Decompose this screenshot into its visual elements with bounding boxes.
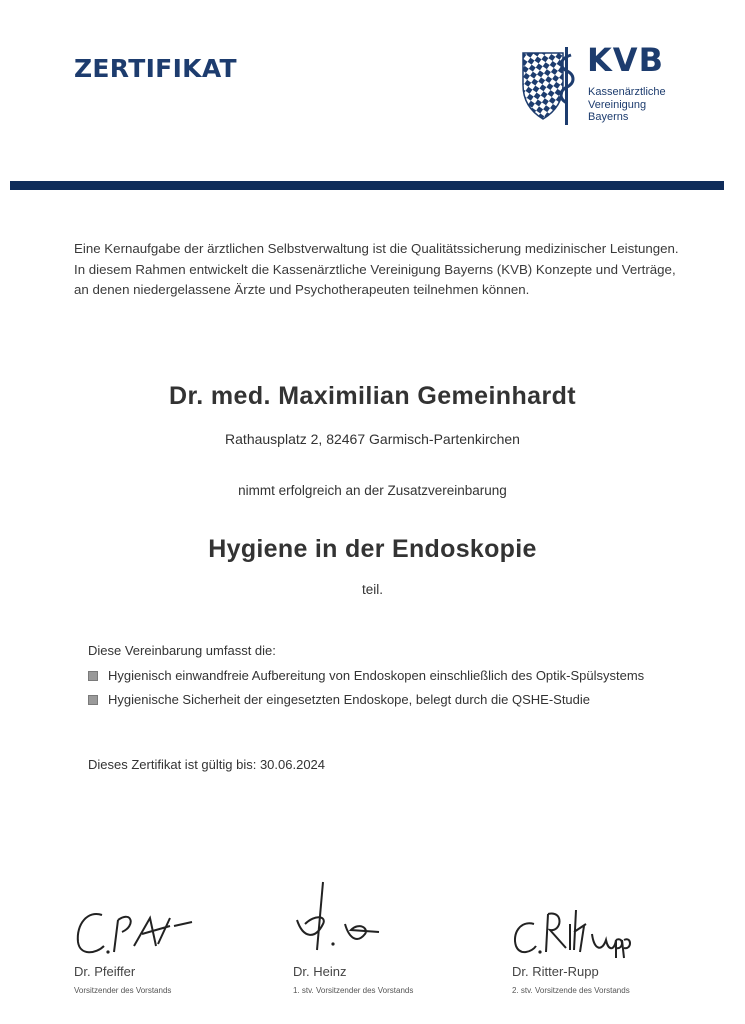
scope-list <box>88 667 648 715</box>
logo-abbreviation: KVB <box>587 41 664 79</box>
intro-paragraph: Eine Kernaufgabe der ärztlichen Selbstverwaltung ist die Qualitätssicherung medizinischer Leistungen. In diesem Rahmen entwickelt die Kassenärztliche Vereinigung Bayerns (KVB) Konzepte und Verträge, an denen niedergelassene Ärzte und Psychotherapeuten teilnehmen können. <box>74 241 679 297</box>
recipient-name: Dr. med. Maximilian Gemeinhardt <box>169 382 576 410</box>
handwritten-signature-icon <box>512 880 632 960</box>
kvb-logo <box>521 41 691 127</box>
bavarian-shield-icon <box>521 45 581 127</box>
certificate-title: ZERTIFIKAT <box>74 54 237 83</box>
list-item <box>88 667 648 685</box>
scope-item-text: Hygienisch einwandfreie Aufbereitung von Endoskopen einschließlich des Optik-Spülsystems <box>108 668 645 683</box>
logo-line-1: Kassenärztliche <box>588 86 666 98</box>
signatory-role: Vorsitzender des Vorstands <box>74 986 172 995</box>
signature-block <box>293 880 493 995</box>
list-item <box>88 691 648 709</box>
recipient-address: Rathausplatz 2, 82467 Garmisch-Partenkirchen <box>225 431 520 447</box>
program-title: Hygiene in der Endoskopie <box>208 535 537 563</box>
scope-item-text: Hygienische Sicherheit der eingesetzten Endoskope, belegt durch die QSHE-Studie <box>108 692 591 707</box>
signatory-role: 2. stv. Vorsitzende des Vorstands <box>512 986 630 995</box>
signature-block <box>512 880 712 995</box>
signatory-role: 1. stv. Vorsitzender des Vorstands <box>293 986 414 995</box>
participation-suffix: teil. <box>361 582 383 597</box>
header-divider <box>10 181 724 190</box>
square-bullet-icon <box>88 695 98 705</box>
scope-label: Diese Vereinbarung umfasst die: <box>88 643 276 658</box>
signatory-name: Dr. Pfeiffer <box>74 964 136 979</box>
logo-line-3: Bayerns <box>588 111 629 123</box>
validity-date: Dieses Zertifikat ist gültig bis: 30.06.2024 <box>88 757 326 772</box>
logo-line-2: Vereinigung <box>588 99 647 111</box>
participation-text: nimmt erfolgreich an der Zusatzvereinbarung <box>238 483 507 498</box>
signatory-name: Dr. Heinz <box>293 964 347 979</box>
handwritten-signature-icon <box>293 880 413 960</box>
square-bullet-icon <box>88 671 98 681</box>
handwritten-signature-icon <box>74 880 194 960</box>
signature-block <box>74 880 274 995</box>
signatory-name: Dr. Ritter-Rupp <box>512 964 599 979</box>
